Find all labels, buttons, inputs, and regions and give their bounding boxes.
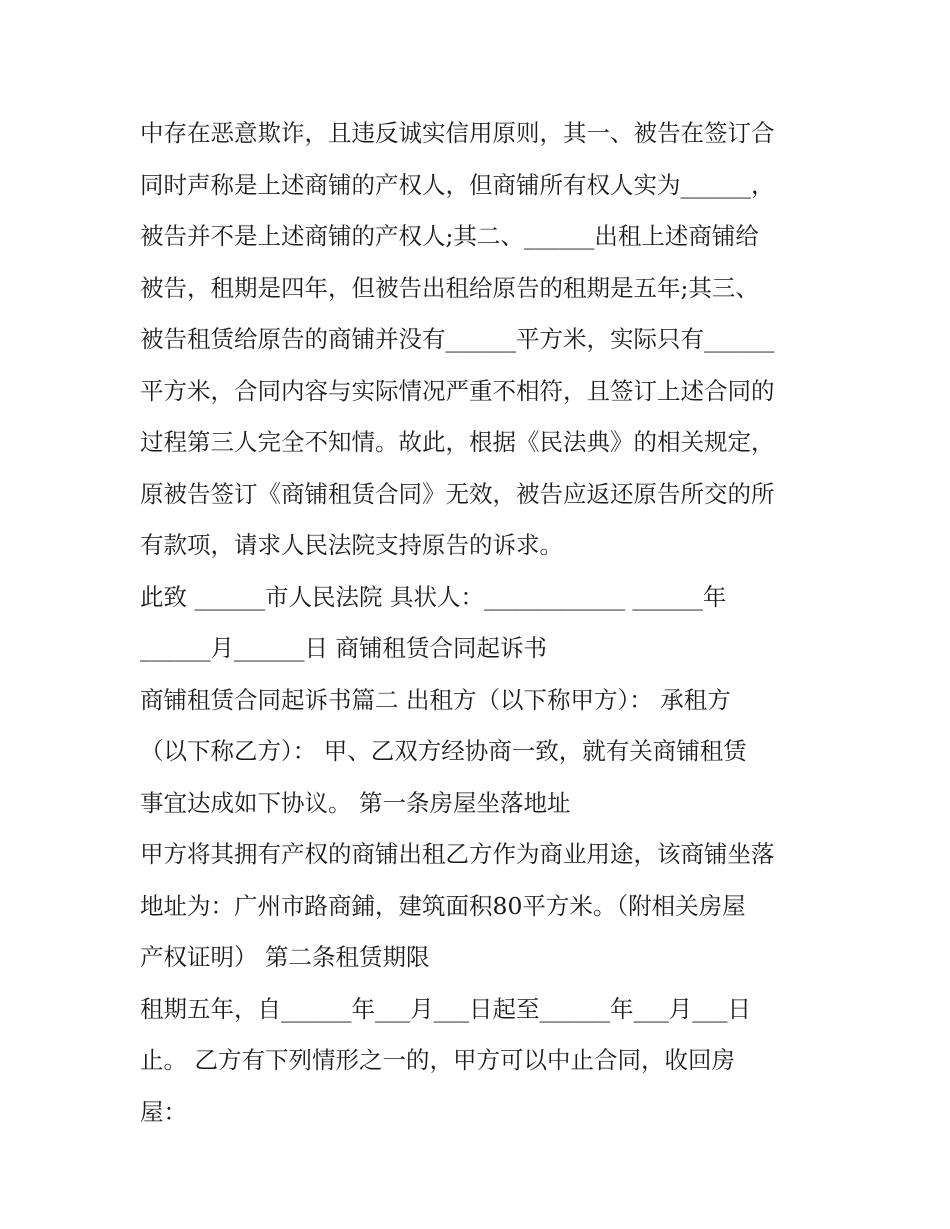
text-line: 事宜达成如下协议。 第一条房屋坐落地址 [140,788,571,817]
text-line: 此致 ______市人民法院 具状人：____________ ______年 [140,582,727,611]
text-line: 有款项，请求人民法院支持原告的诉求。 [140,531,563,559]
text-line: 屋： [140,1097,187,1126]
text-line: 被告，租期是四年，但被告出租给原告的租期是五年;其三、 [140,273,759,302]
text-line: （以下称乙方）： 甲、乙双方经协商一致，就有关商铺租赁 [140,737,747,765]
text-line: 商铺租赁合同起诉书篇二 出租方（以下称甲方）： 承租方 [140,685,731,714]
text-line: 地址为：广州市路商鋪，建筑面积80平方米。（附相关房屋 [140,891,746,920]
text-line: 过程第三人完全不知情。故此，根据《民法典》的相关规定， [140,428,775,456]
text-line: 甲方将其拥有产权的商铺出租乙方作为商业用途，该商铺坐落 [140,840,775,868]
text-line: 租期五年，自______年___月___日起至______年___月___日 [140,994,751,1023]
text-line: 平方米，合同内容与实际情况严重不相符，且签订上述合同的 [140,376,775,405]
text-line: 被告并不是上述商铺的产权人;其二、______出租上述商铺给 [140,222,759,250]
document-body [140,108,820,1138]
text-line: 中存在恶意欺诈，且违反诚实信用原则，其一、被告在签订合 [140,119,775,147]
text-line: 被告租赁给原告的商铺并没有______平方米，实际只有______ [140,325,775,353]
text-line: 止。 乙方有下列情形之一的，甲方可以中止合同，收回房 [140,1046,735,1074]
text-line: 产权证明） 第二条租赁期限 [140,943,430,971]
text-line: 原被告签订《商铺租赁合同》无效，被告应返还原告所交的所 [140,479,775,508]
text-line: 同时声称是上述商铺的产权人，但商铺所有权人实为______， [140,170,775,199]
text-line: ______月______日 商铺租赁合同起诉书 [140,634,547,662]
